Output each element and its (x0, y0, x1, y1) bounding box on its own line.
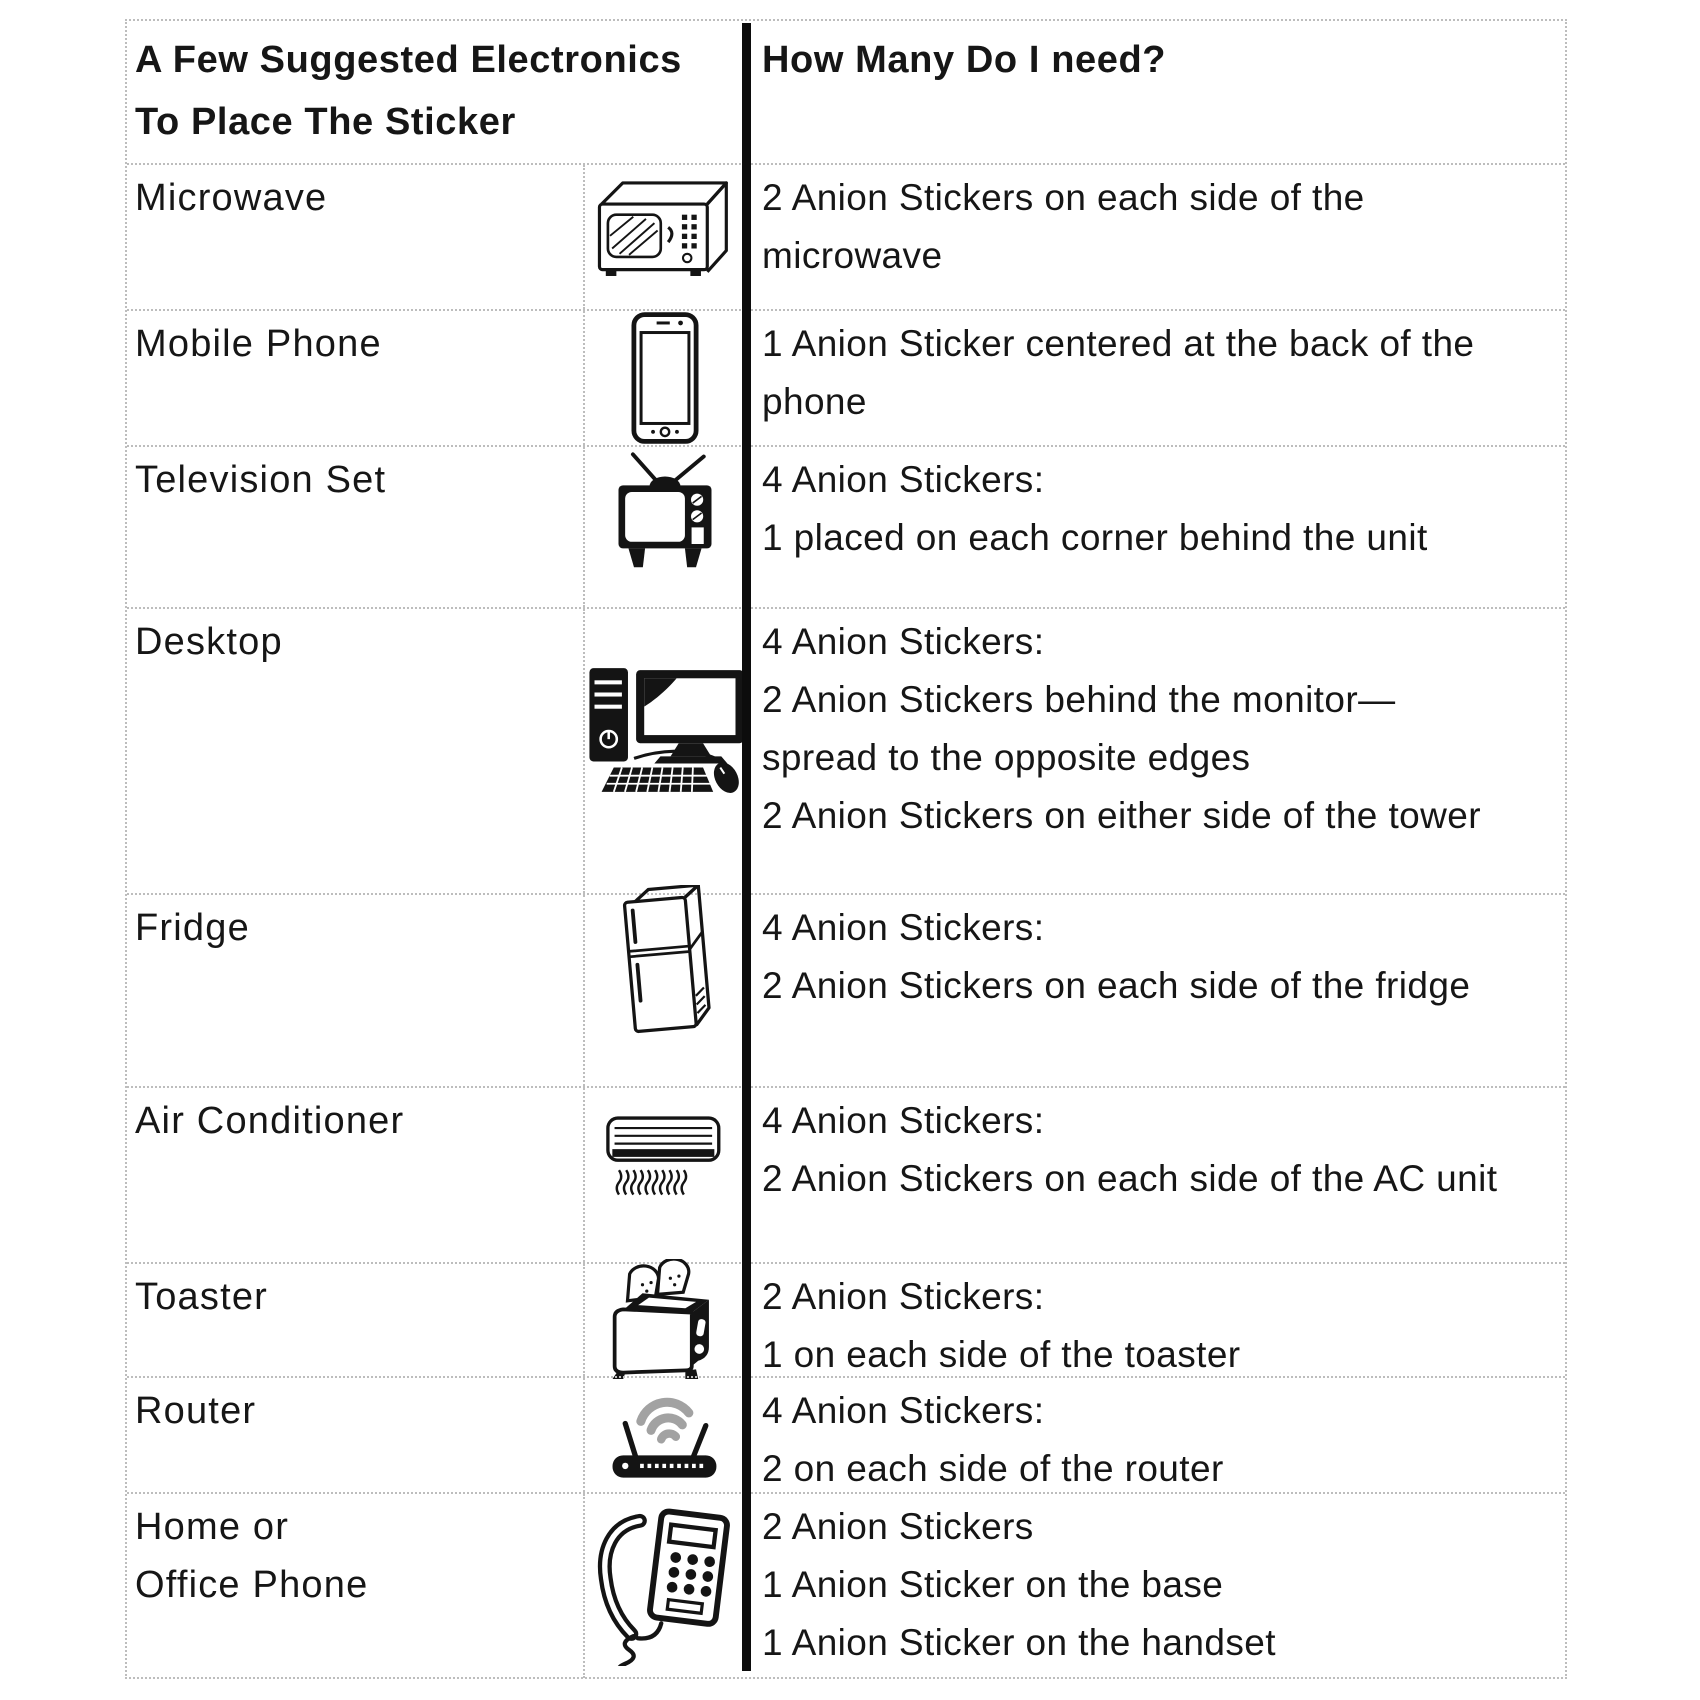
item-instructions-cell (744, 1494, 1565, 1678)
item-name: Office Phone (135, 1564, 369, 1606)
table-row (127, 893, 1565, 1086)
router-icon (604, 1385, 726, 1485)
fridge-icon (612, 939, 718, 1043)
instruction-line: 1 Anion Sticker centered at the back of the (762, 323, 1475, 364)
instruction-line: phone (762, 381, 867, 422)
item-name-cell (127, 1378, 583, 1492)
item-icon-cell (583, 1378, 744, 1492)
instruction-line: 1 placed on each corner behind the unit (762, 517, 1428, 558)
header-how-many-column (744, 21, 1565, 163)
item-name: Router (135, 1390, 257, 1432)
office-phone-icon (591, 1506, 739, 1666)
item-icon-cell (583, 1088, 744, 1262)
table-row (127, 607, 1565, 893)
column-divider-line (742, 23, 751, 1671)
instruction-line: 2 on each side of the router (762, 1448, 1224, 1489)
instruction-line: 2 Anion Stickers on each side of the fridge (762, 965, 1471, 1006)
item-icon-cell (583, 311, 744, 445)
item-name: Fridge (135, 907, 250, 949)
instruction-line: 2 Anion Stickers on each side of the AC unit (762, 1158, 1498, 1199)
item-name: Air Conditioner (135, 1100, 405, 1142)
item-icon-cell (583, 609, 744, 893)
instruction-line: 4 Anion Stickers: (762, 1100, 1045, 1141)
instruction-line: 1 on each side of the toaster (762, 1334, 1241, 1375)
mobile-phone-icon (627, 311, 703, 445)
item-instructions-cell (744, 1264, 1565, 1376)
instruction-line: 1 Anion Sticker on the base (762, 1564, 1224, 1605)
table-row (127, 1376, 1565, 1492)
table-row (127, 163, 1565, 309)
item-name: Toaster (135, 1276, 269, 1318)
item-icon-cell (583, 165, 744, 309)
rows (127, 163, 1565, 1678)
item-instructions-cell (744, 1378, 1565, 1492)
table-row (127, 1086, 1565, 1262)
table-row (127, 1262, 1565, 1376)
item-name-cell (127, 609, 583, 893)
instruction-line: 2 Anion Stickers on either side of the tower (762, 795, 1481, 836)
instruction-line: 2 Anion Stickers on each side of the (762, 177, 1365, 218)
header-col1-line2: To Place The Sticker (135, 101, 516, 143)
item-icon-cell (583, 895, 744, 1086)
instruction-line: 2 Anion Stickers behind the monitor— (762, 679, 1396, 720)
header-electronics-column (127, 21, 744, 163)
item-icon-cell (583, 1494, 744, 1678)
item-instructions-cell (744, 165, 1565, 309)
toaster-icon (595, 1261, 735, 1379)
item-name-cell (127, 895, 583, 1086)
item-instructions-cell (744, 609, 1565, 893)
table-row (127, 1492, 1565, 1678)
sticker-placement-table (125, 19, 1567, 1679)
instruction-line: 4 Anion Stickers: (762, 459, 1045, 500)
item-name-cell (127, 447, 583, 607)
item-name: Television Set (135, 459, 387, 501)
air-conditioner-icon (601, 1141, 729, 1209)
item-name-cell (127, 311, 583, 445)
microwave-icon (591, 188, 739, 286)
instruction-line: 2 Anion Stickers: (762, 1276, 1045, 1317)
item-name-cell (127, 165, 583, 309)
item-instructions-cell (744, 895, 1565, 1086)
header-col2: How Many Do I need? (762, 39, 1167, 81)
table-row (127, 445, 1565, 607)
table-row (127, 309, 1565, 445)
item-name: Desktop (135, 621, 283, 663)
item-name-cell (127, 1264, 583, 1376)
item-name: Microwave (135, 177, 328, 219)
instruction-line: 4 Anion Stickers: (762, 1390, 1045, 1431)
instruction-line: 4 Anion Stickers: (762, 621, 1045, 662)
item-instructions-cell (744, 1088, 1565, 1262)
television-icon (604, 479, 726, 575)
item-name: Home or (135, 1506, 290, 1548)
item-name-cell (127, 1494, 583, 1678)
item-instructions-cell (744, 311, 1565, 445)
item-name: Mobile Phone (135, 323, 382, 365)
table-header-row (127, 21, 1565, 163)
desktop-computer-icon (581, 702, 749, 800)
item-icon-cell (583, 1264, 744, 1376)
instruction-line: microwave (762, 235, 943, 276)
item-name-cell (127, 1088, 583, 1262)
instruction-line: 1 Anion Sticker on the handset (762, 1622, 1276, 1663)
item-instructions-cell (744, 447, 1565, 607)
instruction-line: 4 Anion Stickers: (762, 907, 1045, 948)
instruction-line: 2 Anion Stickers (762, 1506, 1034, 1547)
item-icon-cell (583, 447, 744, 607)
header-col1-line1: A Few Suggested Electronics (135, 39, 682, 81)
instruction-line: spread to the opposite edges (762, 737, 1251, 778)
